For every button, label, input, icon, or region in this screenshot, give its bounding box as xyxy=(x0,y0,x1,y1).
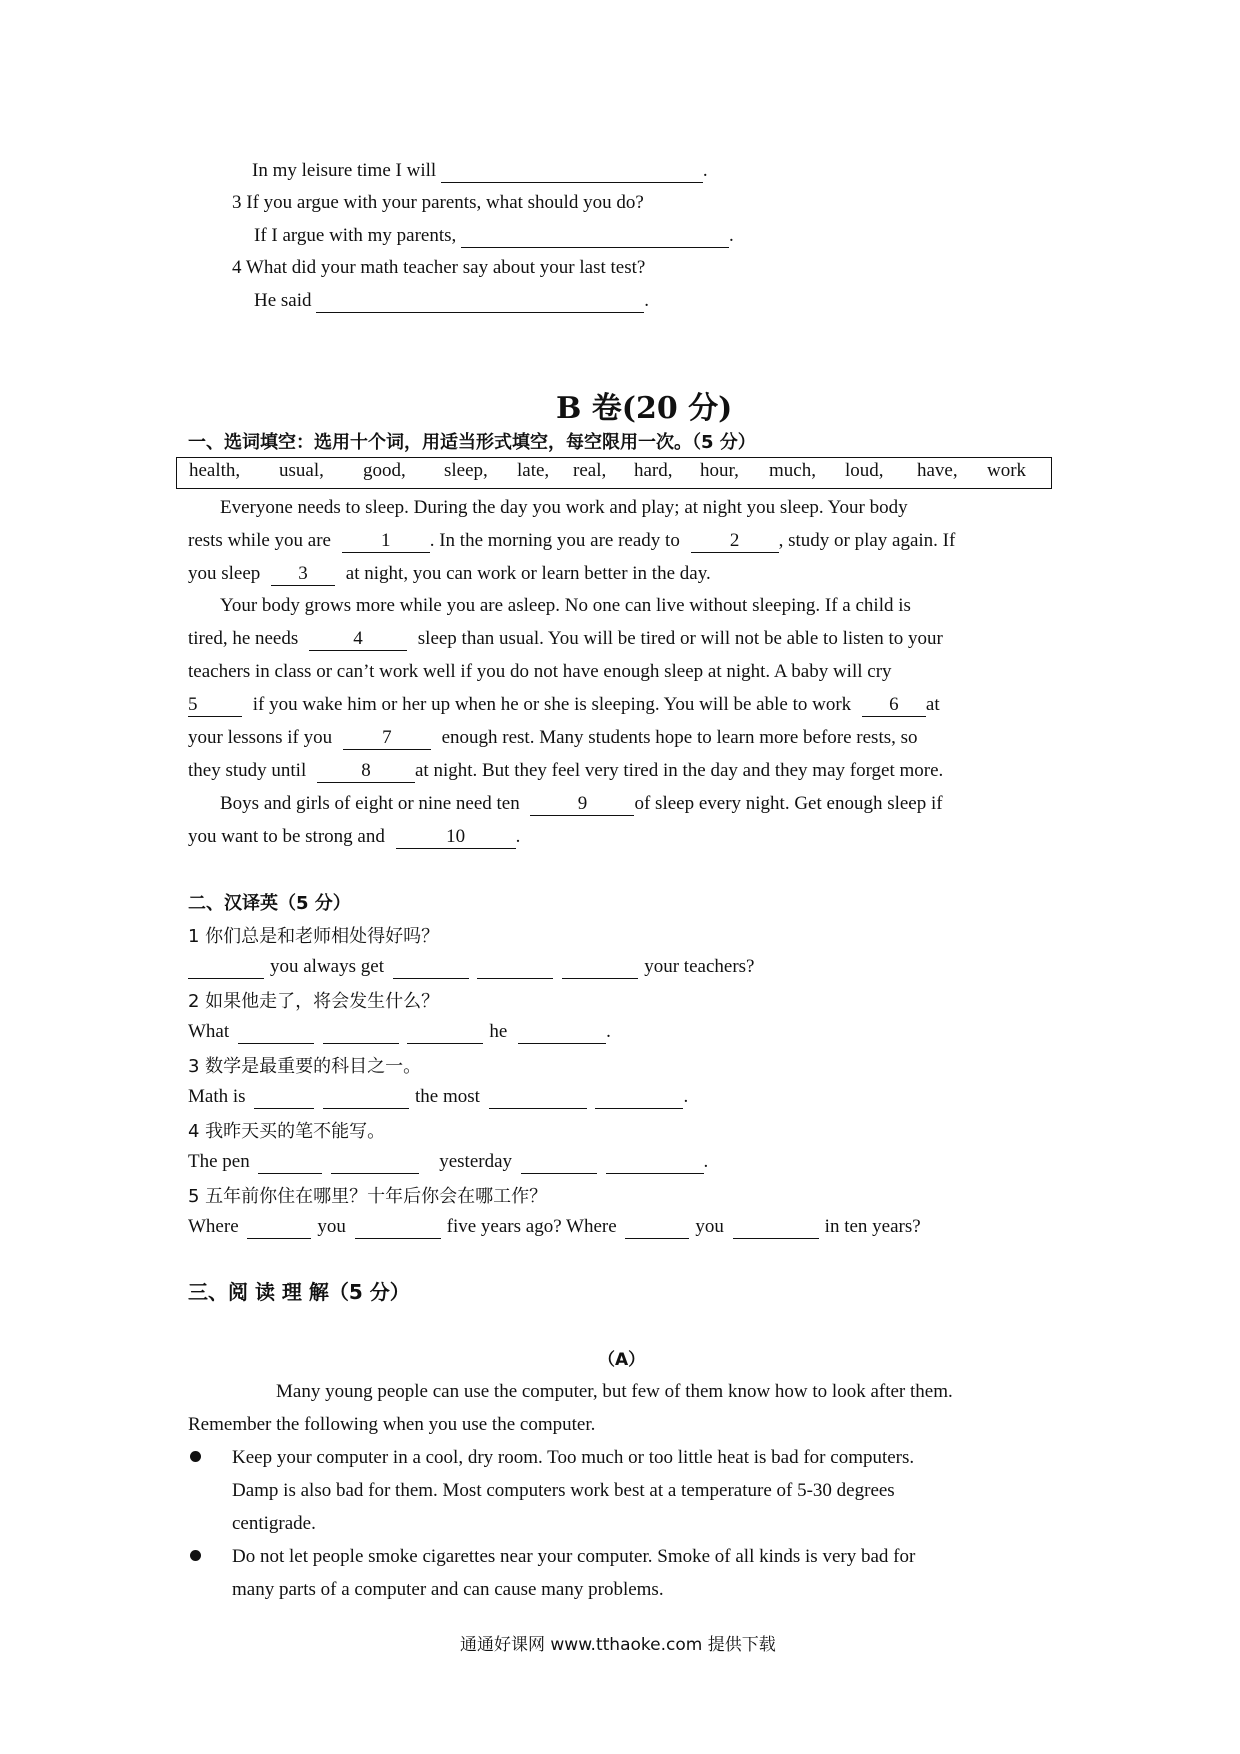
q4-question: 4 What did your math teacher say about your last test? xyxy=(232,257,646,278)
word-bank-item: late, xyxy=(517,460,550,481)
section2-heading: 二、汉译英（5 分） xyxy=(188,893,351,914)
answer-blank[interactable] xyxy=(355,1217,441,1239)
bullet-text: Damp is also bad for them. Most computers work best at a temperature of 5-30 degrees xyxy=(232,1480,895,1501)
answer-blank[interactable] xyxy=(316,291,644,313)
translation-prompt: 4 我昨天买的笔不能写。 xyxy=(188,1121,386,1142)
cloze-blank-1[interactable]: 1 xyxy=(342,531,430,553)
passage-line: you want to be strong and 10 . xyxy=(188,826,521,847)
translation-prompt: 5 五年前你住在哪里？十年后你会在哪工作？ xyxy=(188,1186,548,1207)
cloze-blank-5[interactable]: 5 xyxy=(188,695,242,717)
answer-blank[interactable] xyxy=(254,1087,314,1109)
answer-blank[interactable] xyxy=(331,1152,419,1174)
word-bank-item: loud, xyxy=(845,460,884,481)
answer-blank[interactable] xyxy=(323,1087,409,1109)
word-bank-item: hard, xyxy=(634,460,673,481)
word-bank-item: hour, xyxy=(700,460,739,481)
section3-heading: 三、阅 读 理 解（5 分） xyxy=(188,1280,410,1304)
bullet-icon xyxy=(190,1550,201,1561)
answer-blank[interactable] xyxy=(258,1152,322,1174)
passage-line: they study until 8 at night. But they feel very tired in the day and they may forget more. xyxy=(188,760,944,781)
answer-blank[interactable] xyxy=(461,226,729,248)
answer-blank[interactable] xyxy=(606,1152,704,1174)
answer-blank[interactable] xyxy=(323,1022,399,1044)
answer-blank[interactable] xyxy=(733,1217,819,1239)
passage-line: you sleep 3 at night, you can work or learn better in the day. xyxy=(188,563,711,584)
answer-blank[interactable] xyxy=(562,957,638,979)
cloze-blank-8[interactable]: 8 xyxy=(317,761,415,783)
part-b-title: B 卷(20 分) xyxy=(556,391,733,426)
passage-line: Boys and girls of eight or nine need ten 9 of sleep every night. Get enough sleep if xyxy=(220,793,943,814)
answer-blank[interactable] xyxy=(188,957,264,979)
passage-line: Everyone needs to sleep. During the day you work and play; at night you sleep. Your body xyxy=(220,497,908,518)
cloze-blank-3[interactable]: 3 xyxy=(271,564,335,586)
answer-blank[interactable] xyxy=(247,1217,311,1239)
translation-answer-line: you always get your teachers? xyxy=(188,956,754,979)
answer-blank[interactable] xyxy=(518,1022,606,1044)
translation-answer-line: Math is the most . xyxy=(188,1086,689,1107)
translation-prompt: 1 你们总是和老师相处得好吗？ xyxy=(188,926,440,947)
page-footer: 通通好课网 www.tthaoke.com 提供下载 xyxy=(460,1635,776,1655)
answer-blank[interactable] xyxy=(477,957,553,979)
passage-line: Your body grows more while you are asleep. No one can live without sleeping. If a child is xyxy=(220,595,911,616)
answer-blank[interactable] xyxy=(407,1022,483,1044)
translation-prompt: 3 数学是最重要的科目之一。 xyxy=(188,1056,422,1077)
bullet-text: Keep your computer in a cool, dry room. Too much or too little heat is bad for computers. xyxy=(232,1447,915,1468)
word-bank-item: usual, xyxy=(279,460,324,481)
q2-answer-line: In my leisure time I will . xyxy=(252,160,708,181)
passage-line: Many young people can use the computer, but few of them know how to look after them. xyxy=(276,1381,953,1402)
bullet-icon xyxy=(190,1451,201,1462)
bullet-text: centigrade. xyxy=(232,1513,316,1534)
word-bank-item: much, xyxy=(769,460,816,481)
passage-line: your lessons if you 7 enough rest. Many students hope to learn more before rests, so xyxy=(188,727,918,748)
passage-label: （A） xyxy=(598,1350,646,1370)
translation-answer-line: Where you five years ago? Where you in ten years? xyxy=(188,1216,921,1237)
bullet-text: many parts of a computer and can cause many problems. xyxy=(232,1579,664,1600)
word-bank-item: health, xyxy=(189,460,241,481)
cloze-blank-7[interactable]: 7 xyxy=(343,728,431,750)
translation-answer-line: The pen yesterday . xyxy=(188,1151,709,1172)
bullet-text: Do not let people smoke cigarettes near your computer. Smoke of all kinds is very bad for xyxy=(232,1546,916,1567)
word-bank-item: have, xyxy=(917,460,958,481)
passage-line: teachers in class or can’t work well if you do not have enough sleep at night. A baby will cry xyxy=(188,661,892,682)
word-bank-item: good, xyxy=(363,460,406,481)
cloze-blank-4[interactable]: 4 xyxy=(309,629,407,651)
translation-answer-line: What he . xyxy=(188,1021,611,1042)
q3-answer-line: If I argue with my parents, . xyxy=(254,225,734,246)
cloze-blank-9[interactable]: 9 xyxy=(530,794,634,816)
answer-blank[interactable] xyxy=(441,161,703,183)
passage-line: 5 if you wake him or her up when he or she is sleeping. You will be able to work 6 at xyxy=(188,694,940,715)
passage-line: rests while you are 1 . In the morning you are ready to 2 , study or play again. If xyxy=(188,530,956,551)
word-bank xyxy=(176,457,1052,489)
q3-question: 3 If you argue with your parents, what should you do? xyxy=(232,192,644,213)
passage-line: tired, he needs 4 sleep than usual. You will be tired or will not be able to listen to your xyxy=(188,628,943,649)
answer-blank[interactable] xyxy=(238,1022,314,1044)
answer-blank[interactable] xyxy=(393,957,469,979)
cloze-blank-6[interactable]: 6 xyxy=(862,695,926,717)
cloze-blank-2[interactable]: 2 xyxy=(691,531,779,553)
answer-blank[interactable] xyxy=(489,1087,587,1109)
cloze-blank-10[interactable]: 10 xyxy=(396,827,516,849)
word-bank-item: sleep, xyxy=(444,460,488,481)
word-bank-item: work xyxy=(987,460,1027,481)
answer-blank[interactable] xyxy=(625,1217,689,1239)
section1-heading: 一、选词填空：选用十个词，用适当形式填空，每空限用一次。（5 分） xyxy=(188,432,756,453)
word-bank-item: real, xyxy=(573,460,607,481)
q4-answer-line: He said . xyxy=(254,290,650,311)
answer-blank[interactable] xyxy=(521,1152,597,1174)
translation-prompt: 2 如果他走了，将会发生什么？ xyxy=(188,991,440,1012)
answer-blank[interactable] xyxy=(595,1087,683,1109)
passage-line: Remember the following when you use the computer. xyxy=(188,1414,596,1435)
